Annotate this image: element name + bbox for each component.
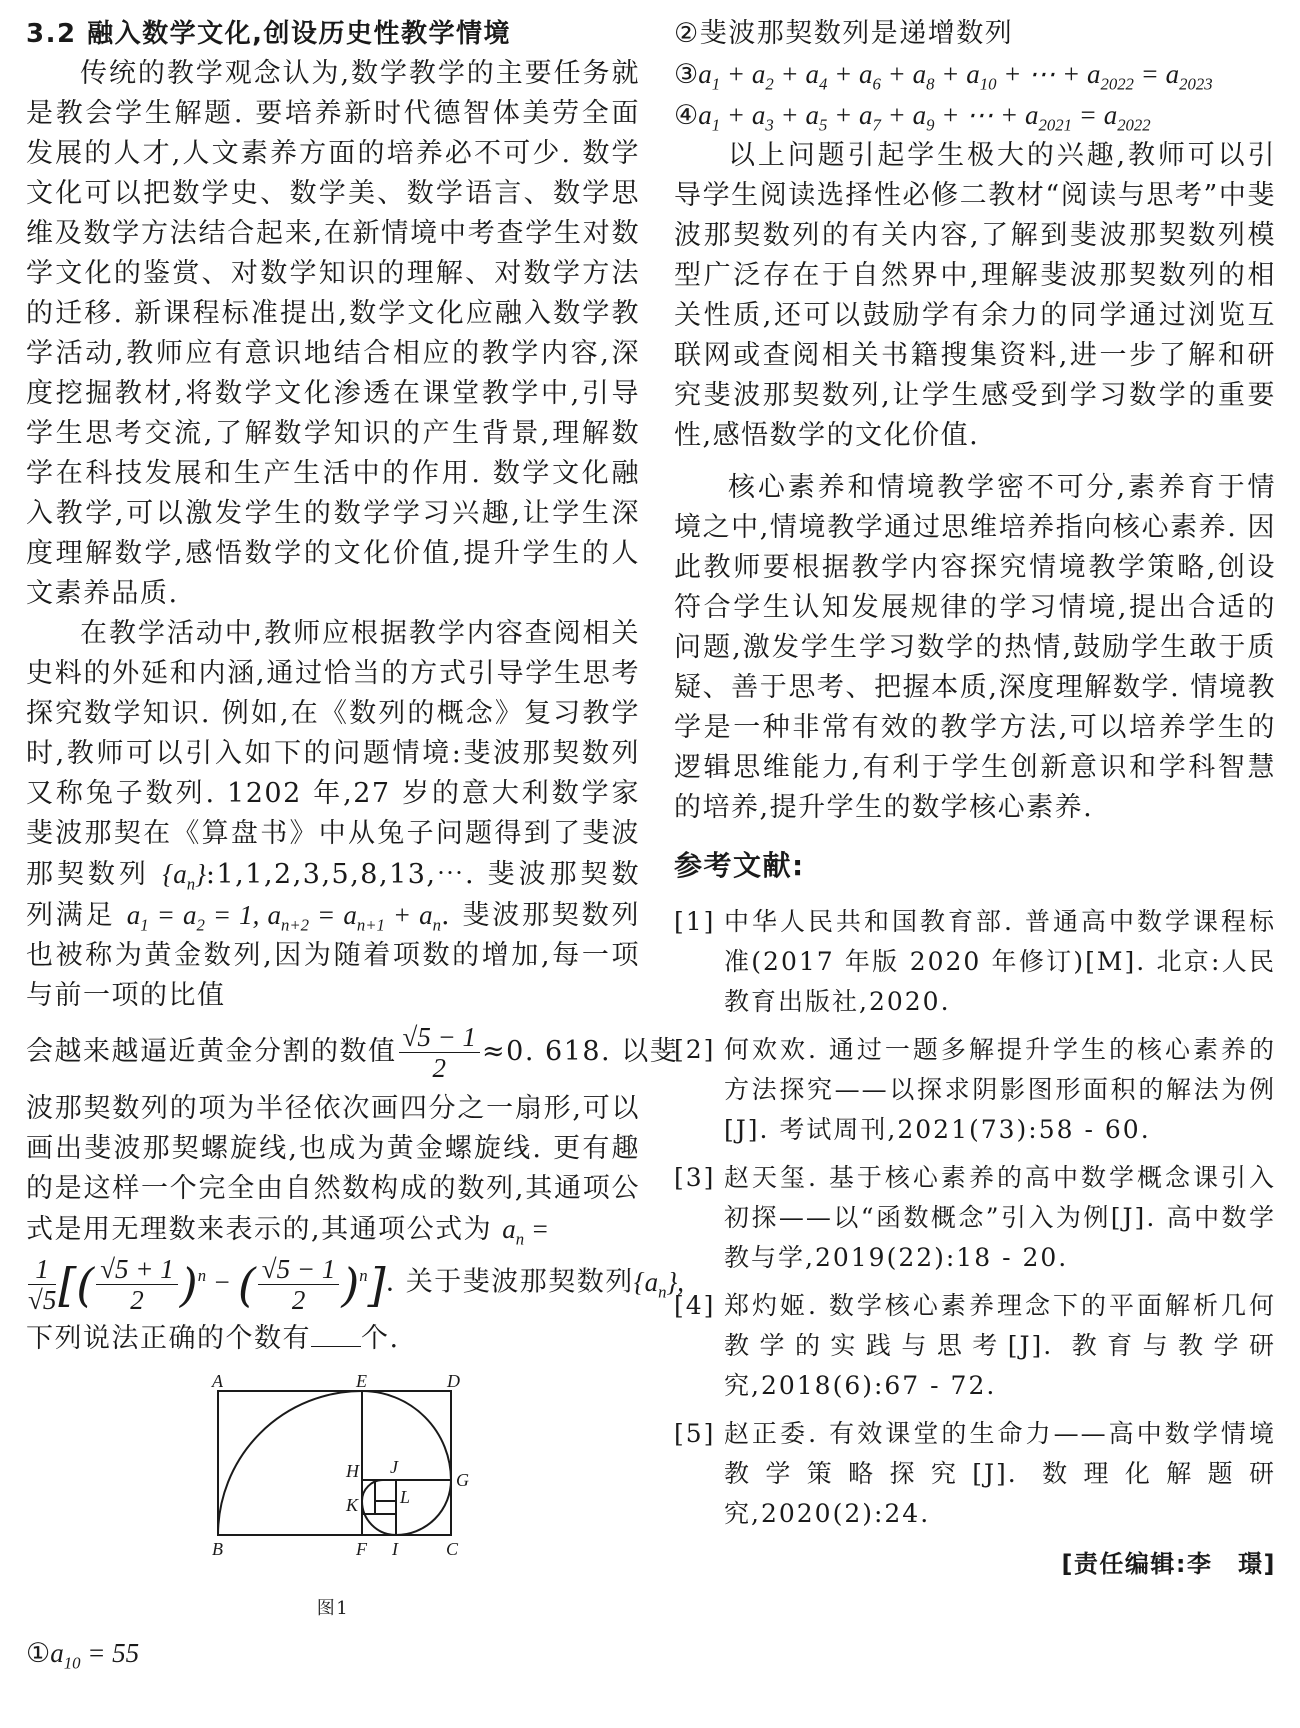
reference-item [674, 902, 1276, 1022]
fibonacci-spiral-diagram [26, 1373, 640, 1583]
label-I: I [392, 1539, 400, 1559]
statement-1: $①a_{10} = 55$ [26, 1638, 140, 1673]
fibonacci-spiral-figure [26, 1373, 640, 1583]
paragraph-spiral-text: 波那契数列的项为半径依次画四分之一扇形,可以画出斐波那契螺旋线,也成为黄金螺旋线. 更有趣的是这样一个完全由自然数构成的数列,其通项公式是用无理数来表示的,其通项公式为 [26, 1093, 640, 1245]
label-B: B [212, 1539, 225, 1559]
reference-item [674, 1286, 1276, 1406]
statement-4: $④a_1 + a_3 + a_5 + a_7 + a_9$ + ⋯ + $a_{2021} = a_{2022}$ [674, 100, 1151, 135]
label-F: F [356, 1539, 369, 1559]
reference-text: 何欢欢. 通过一题多解提升学生的核心素养的方法探究——以探求阴影图形面积的解法为例[J]. 考试周刊,2021(73):58 - 60. [724, 1035, 1276, 1144]
golden-sequence-text: . 斐波那契数列也被称为黄金数列,因为随着项数的增加,每一项与前一项的比值 [26, 900, 640, 1011]
binet-formula-line [26, 1254, 685, 1315]
section-heading: 3.2 融入数学文化,创设历史性教学情境 [26, 19, 511, 49]
reference-text: 赵天玺. 基于核心素养的高中数学概念课引入初探——以“函数概念”引入为例[J]. 高中数学教与学,2019(22):18 - 20. [724, 1163, 1276, 1272]
label-H: H [346, 1461, 361, 1481]
recurrence-formula: $a_1 = a_2 = 1$, $a_{n+2} = a_{n+1} + a_n$ [126, 900, 442, 935]
reference-item [674, 1158, 1276, 1278]
question-text: 下列说法正确的个数有 [26, 1323, 311, 1354]
reference-number: [4] [674, 1291, 716, 1320]
golden-ratio-value: ≈0. 618. 以斐 [482, 1036, 679, 1067]
left-column [26, 14, 685, 1674]
sequence-notation: $\{a_n\}$ [162, 859, 206, 894]
label-E: E [356, 1373, 369, 1391]
reference-text: 郑灼姬. 数学核心素养理念下的平面解析几何教学的实践与思考[J]. 教育与教学研究,2018(6):67 - 72. [724, 1291, 1276, 1400]
outer-rectangle [218, 1391, 451, 1535]
label-C: C [446, 1539, 460, 1559]
references-list [674, 902, 1276, 1534]
label-D: D [447, 1373, 462, 1391]
reference-item [674, 1030, 1276, 1150]
general-term-lhs: $a_n$ = [502, 1214, 550, 1249]
references-heading: 参考文献: [674, 849, 805, 882]
formula-tail-text: . 关于斐波那契数列 [385, 1266, 634, 1298]
label-A: A [212, 1373, 225, 1391]
paragraph-math-culture: 传统的教学观念认为,数学教学的主要任务就是教会学生解题. 要培养新时代德智体美劳全面发展的人才,人文素养方面的培养必不可少. 数学文化可以把数学史、数学美、数学语言、数学思维及数学方法结合起来,在新情境中考查学生对数学文化的鉴赏、对数学知识的理解、对数学方法的迁移. 新课程标准提出,数学文化应融入数学教学活动,教师应有意识地结合相应的教学内容,深度挖掘教材,将数学文化渗透在课堂教学中,引导学生思考交流,了解数学知识的产生背景,理解数学在科技发展和生产生活中的作用. 数学文化融入教学,可以激发学生的数学学习兴趣,让学生深度理解数学,感悟数学的文化价值,提升学生的人文素养品质. [26, 58, 640, 609]
paragraph-core-literacy: 核心素养和情境教学密不可分,素养育于情境之中,情境教学通过思维培养指向核心素养. 因此教师要根据教学内容探究情境教学策略,创设符合学生认知发展规律的学习情境,提出合适的问题,激发学生学习数学的热情,鼓励学生敢于质疑、善于思考、把握本质,深度理解数学. 情境教学是一种非常有效的教学方法,可以培养学生的逻辑思维能力,有利于学生创新意识和学科智慧的培养,提升学生的数学核心素养. [674, 472, 1276, 823]
golden-ratio-line [26, 1022, 679, 1083]
paragraph-interest: 以上问题引起学生极大的兴趣,教师可以引导学生阅读选择性必修二教材“阅读与思考”中斐波那契数列的有关内容,了解到斐波那契数列模型广泛存在于自然界中,理解斐波那契数列的相关性质,还可以鼓励学有余力的同学通过浏览互联网或查阅相关书籍搜集资料,进一步了解和研究斐波那契数列,让学生感受到学习数学的重要性,感悟数学的文化价值. [674, 140, 1276, 451]
question-end: 个. [361, 1323, 400, 1354]
label-J: J [390, 1457, 400, 1477]
reference-number: [2] [674, 1035, 716, 1064]
label-G: G [456, 1470, 471, 1490]
reference-number: [5] [674, 1419, 716, 1448]
golden-ratio-fraction: $\frac{√5 - 1}{2}$ [399, 1022, 481, 1083]
reference-item [674, 1414, 1276, 1534]
responsible-editor: [责任编辑:李 璟] [1061, 1550, 1276, 1578]
figure-caption: 图1 [316, 1598, 350, 1619]
paragraph-teaching-activity [26, 614, 640, 1016]
spiral-curve [218, 1391, 451, 1535]
question-line [26, 1319, 640, 1359]
paragraph-teaching-activity-text: 在教学活动中,教师应根据教学内容查阅相关史料的外延和内涵,通过恰当的方式引导学生思考探究数学知识. 例如,在《数列的概念》复习教学时,教师可以引入如下的问题情境:斐波那契数列又称兔子数列. 1202 年,27 岁的意大利数学家斐波那契在《算盘书》中从兔子问题得到了斐波那契数列 [26, 618, 640, 890]
sequence-notation-2: $\{a_n\}$, [633, 1266, 685, 1302]
statement-2-text: 斐波那契数列是递增数列 [699, 18, 1014, 49]
label-L: L [400, 1487, 412, 1507]
golden-ratio-text: 会越来越逼近黄金分割的数值 [26, 1036, 397, 1067]
reference-text: 中华人民共和国教育部. 普通高中数学课程标准(2017 年版 2020 年修订)[M]. 北京:人民教育出版社,2020. [724, 907, 1276, 1016]
sequence-values: :1,1,2,3,5,8,13,⋯. 斐波那契数列满足 [26, 859, 640, 931]
label-K: K [346, 1495, 360, 1515]
statement-3: $③a_1 + a_2 + a_4 + a_6 + a_8 + a_{10}$ + ⋯ + $a_{2022} = a_{2023}$ [674, 59, 1213, 94]
reference-number: [1] [674, 907, 716, 936]
reference-text: 赵正委. 有效课堂的生命力——高中数学情境教学策略探究[J]. 数理化解题研究,2020(2):24. [724, 1419, 1276, 1528]
answer-blank [311, 1322, 361, 1347]
binet-formula: $\frac{1}{√5}$ [( $\frac{√5 + 1}{2}$ )$^n$ − ( $\frac{√5 - 1}{2}$ )$^n$] [28, 1254, 386, 1315]
statement-2: ②斐波那契数列是递增数列 [674, 18, 1014, 49]
reference-number: [3] [674, 1163, 716, 1192]
paragraph-spiral [26, 1089, 640, 1250]
right-column [674, 14, 1276, 1584]
